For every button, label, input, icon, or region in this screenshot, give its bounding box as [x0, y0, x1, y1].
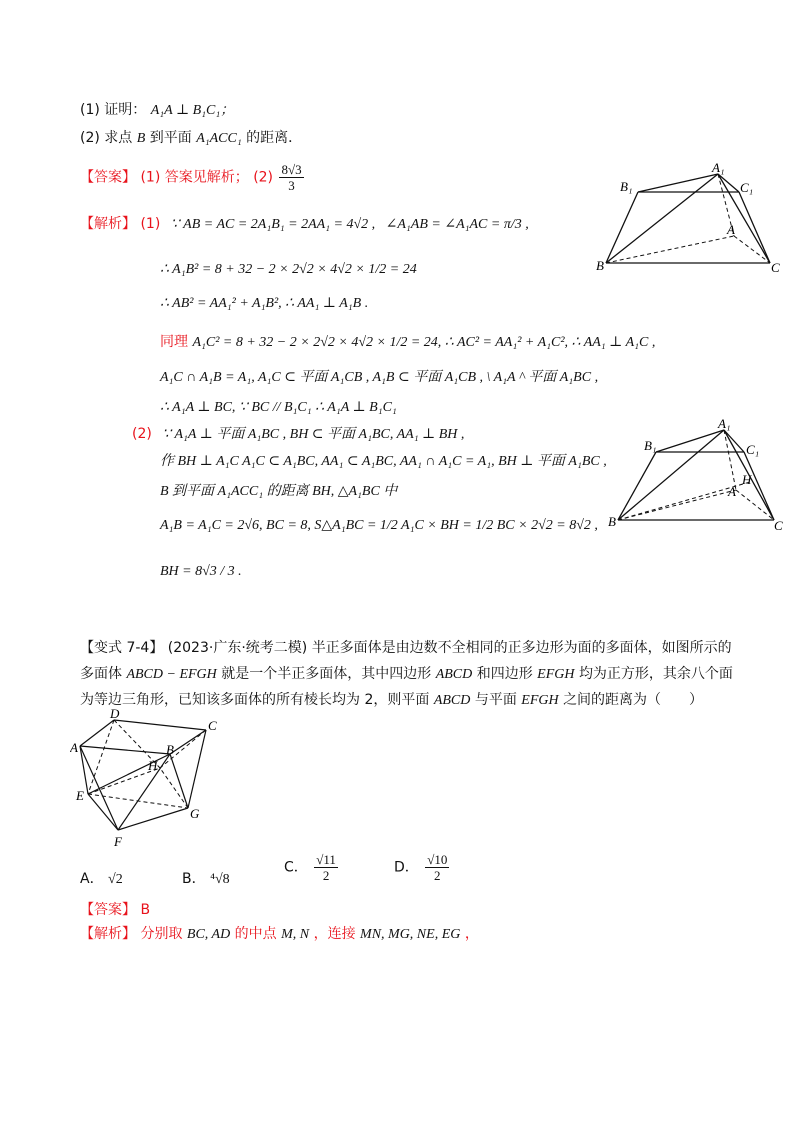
variant-source: (2023·广东·统考二模)	[167, 640, 308, 656]
solution2-text-1: 分别取	[140, 926, 183, 942]
fig2-label-a1: A₁	[718, 416, 731, 431]
solution-l2: ∴ A₁B² = 8 + 32 − 2 × 2√2 × 4√2 × 1/2 = 24	[160, 262, 417, 277]
fig2-label-a: A	[728, 484, 736, 499]
option-d-fraction	[425, 852, 449, 883]
option-b[interactable]	[182, 868, 230, 888]
variant-tag: 【变式 7-4】	[80, 640, 164, 656]
figure-3-polyhedron	[70, 708, 230, 850]
variant-line-1	[80, 638, 732, 658]
answer-part2: (2)	[253, 169, 274, 186]
variant-line-2	[80, 664, 733, 685]
question-2-label: (2) 求点	[80, 130, 133, 146]
option-d-letter: D．	[394, 859, 419, 876]
option-c-denominator: 2	[322, 868, 330, 883]
solution-l4a: 同理	[160, 334, 188, 350]
fig1-label-a: A	[727, 222, 735, 237]
answer-line	[80, 162, 306, 193]
option-a-letter: A．	[80, 871, 104, 887]
fig2-label-c1: C₁	[746, 442, 760, 457]
variant-text-3a: 为等边三角形，已知该多面体的所有棱长均为 2，则平面	[80, 692, 430, 708]
solution2-math-3: MN, MG, NE, EG	[360, 927, 461, 942]
fig3-label-d: D	[110, 708, 120, 721]
question-1-label: (1) 证明：	[80, 102, 147, 118]
fig3-label-b: B	[166, 742, 174, 757]
solution2-text-4: ，	[464, 926, 479, 942]
variant-math-4: EFGH	[537, 667, 575, 682]
variant-math-2: ABCD − EFGH	[126, 667, 217, 682]
solution2-text-2: 的中点	[234, 926, 277, 942]
option-c-fraction	[314, 852, 338, 883]
option-b-value: ⁴√8	[210, 872, 230, 887]
solution-part1: (1)	[140, 216, 161, 232]
solution-l7: ∵ A₁A ⊥ 平面 A₁BC , BH ⊂ 平面 A₁BC, AA₁ ⊥ BH ,	[162, 427, 465, 442]
variant-text-2c: 和四边形	[476, 666, 533, 682]
answer-fraction	[279, 162, 303, 193]
solution2-line	[80, 924, 479, 945]
variant-text-3c: 之间的距离为（ ）	[563, 692, 704, 708]
question-2-tail: 的距离．	[246, 130, 303, 146]
fig2-label-h: H	[742, 472, 752, 487]
option-d-denominator: 2	[434, 868, 441, 883]
fig1-label-a1: A₁	[712, 160, 725, 175]
variant-math-3: ABCD	[435, 667, 473, 682]
variant-text-2a: 多面体	[80, 666, 122, 682]
fig2-label-c: C	[774, 518, 783, 532]
variant-text-3b: 与平面	[474, 692, 517, 708]
solution-l3: ∴ AB² = AA₁² + A₁B², ∴ AA₁ ⊥ A₁B .	[160, 296, 369, 311]
solution-l9: B 到平面 A₁ACC₁ 的距离 BH, △A₁BC 中	[160, 484, 398, 499]
variant-text-2b: 就是一个半正多面体，其中四边形	[221, 666, 432, 682]
fig1-label-c: C	[771, 260, 780, 275]
answer-part1: (1) 答案见解析；	[140, 169, 249, 186]
solution-l1b: ∠A₁AB = ∠A₁AC = π/3 ,	[385, 217, 529, 232]
fig3-label-c: C	[208, 718, 217, 733]
fig3-label-f: F	[114, 834, 122, 849]
answer2-line	[80, 900, 150, 920]
solution-line-7	[132, 424, 464, 445]
option-c-numerator: √11	[316, 852, 336, 867]
variant-text-1: 半正多面体是由边数不全相同的正多边形为面的多面体，如图所示的	[311, 640, 732, 656]
question-2	[80, 128, 302, 149]
answer-denominator: 3	[288, 178, 295, 193]
solution-part2: (2)	[132, 426, 152, 442]
question-2-point: B	[136, 131, 146, 146]
solution-line-4	[160, 332, 655, 353]
option-a-value: √2	[108, 872, 123, 887]
question-2-mid: 到平面	[149, 130, 192, 146]
fig1-label-c1: C₁	[740, 180, 754, 195]
option-b-letter: B．	[182, 871, 206, 887]
solution-l8: 作 BH ⊥ A₁C A₁C ⊂ A₁BC, AA₁ ⊂ A₁BC, AA₁ ∩ A₁C = A₁, BH ⊥ 平面 A₁BC ,	[160, 454, 607, 469]
fig2-label-b1: B₁	[644, 438, 657, 453]
solution2-text-3: ，连接	[313, 926, 356, 942]
answer-numerator: 8√3	[281, 162, 302, 177]
option-c-letter: C．	[284, 859, 308, 876]
solution-l4b: A₁C² = 8 + 32 − 2 × 2√2 × 4√2 × 1/2 = 24, ∴ AC² = AA₁² + A₁C², ∴ AA₁ ⊥ A₁C ,	[192, 335, 656, 350]
fig3-label-g: G	[190, 806, 200, 821]
fig2-label-b: B	[608, 514, 616, 529]
solution-l1: ∵ AB = AC = 2A₁B₁ = 2AA₁ = 4√2 ,	[170, 217, 376, 232]
option-c[interactable]	[284, 852, 340, 883]
solution2-math-1: BC, AD	[186, 927, 231, 942]
fig3-label-a: A	[70, 740, 78, 755]
solution-l6: ∴ A₁A ⊥ BC, ∵ BC // B₁C₁ ∴ A₁A ⊥ B₁C₁	[160, 400, 397, 415]
question-1-expr: A₁A ⊥ B₁C₁；	[150, 103, 235, 118]
solution-tag: 【解析】	[80, 216, 136, 232]
fig3-label-e: E	[76, 788, 84, 803]
solution2-math-2: M, N	[281, 927, 310, 942]
solution-l5: A₁C ∩ A₁B = A₁, A₁C ⊂ 平面 A₁CB , A₁B ⊂ 平面 A₁CB , \ A₁A ^ 平面 A₁BC ,	[160, 370, 599, 385]
solution-l11: BH = 8√3 / 3 .	[160, 564, 242, 579]
fig1-label-b: B	[596, 258, 604, 273]
solution2-tag: 【解析】	[80, 926, 136, 942]
option-a[interactable]	[80, 868, 123, 888]
option-d[interactable]	[394, 852, 451, 883]
answer-tag: 【答案】	[80, 169, 136, 186]
figure-1-frustum	[594, 160, 790, 278]
fig3-label-h: H	[148, 758, 158, 773]
variant-text-2d: 均为正方形，其余八个面	[578, 666, 733, 682]
solution-l10: A₁B = A₁C = 2√6, BC = 8, S△A₁BC = 1/2 A₁C × BH = 1/2 BC × 2√2 = 8√2 ,	[160, 518, 598, 533]
variant-math-6: EFGH	[521, 693, 559, 708]
variant-math-5: ABCD	[433, 693, 471, 708]
solution-line-1	[80, 214, 529, 235]
answer2-value: B	[140, 902, 151, 918]
option-d-numerator: √10	[427, 852, 448, 867]
answer2-tag: 【答案】	[80, 902, 136, 918]
question-2-plane: A₁ACC₁	[196, 131, 242, 146]
figure-2-frustum	[604, 416, 794, 532]
fig1-label-b1: B₁	[620, 179, 633, 194]
question-1	[80, 100, 234, 121]
